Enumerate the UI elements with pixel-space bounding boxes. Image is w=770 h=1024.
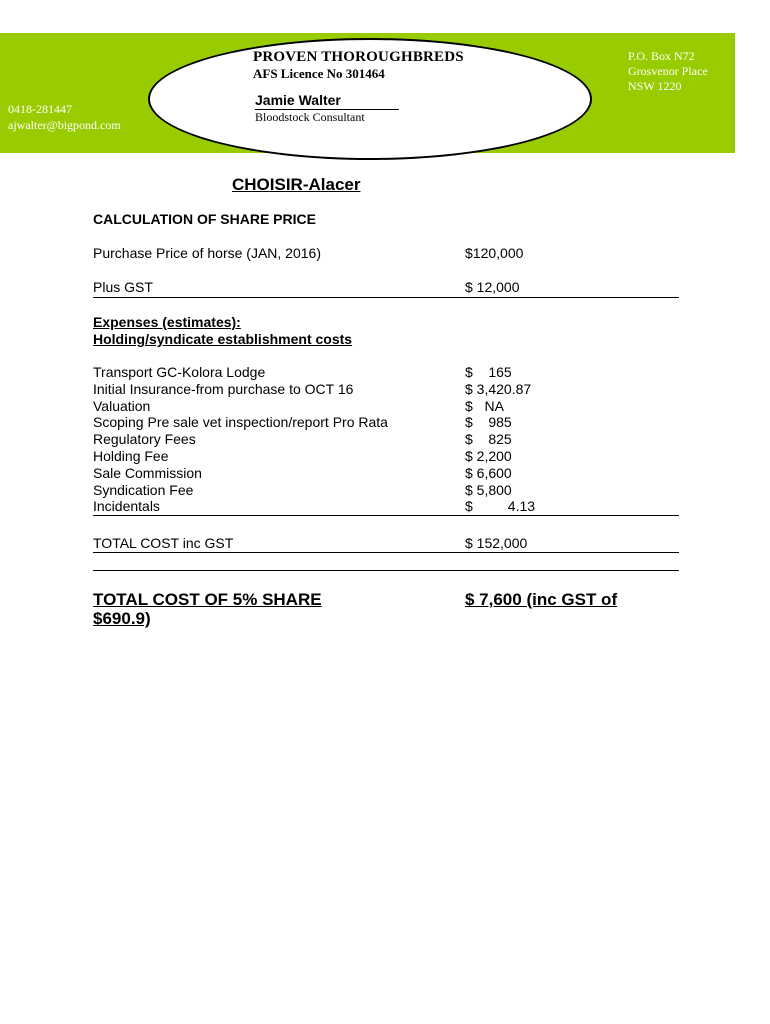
divider — [93, 570, 679, 571]
company-name: PROVEN THOROUGHBREDS — [253, 49, 464, 65]
expense-amount: $ 985 — [465, 414, 512, 431]
expense-amount: $ 6,600 — [465, 464, 512, 481]
expenses-heading-line-1: Expenses (estimates): — [93, 314, 241, 330]
section-heading: CALCULATION OF SHARE PRICE — [93, 211, 316, 227]
email-address: ajwalter@bigpond.com — [8, 118, 121, 132]
share-amount: $ 7,600 (inc GST of — [465, 590, 618, 609]
consultant-role: Bloodstock Consultant — [255, 110, 365, 124]
divider — [93, 515, 679, 516]
purchase-amount: $120,000 — [465, 245, 524, 261]
share-label: TOTAL COST OF 5% SHARE — [93, 590, 322, 609]
document-title: CHOISIR-Alacer — [232, 175, 361, 194]
expense-amount: $ 2,200 — [465, 447, 512, 464]
divider — [93, 552, 679, 553]
phone-number: 0418-281447 — [8, 102, 72, 116]
expense-amount: $ 4.13 — [465, 498, 536, 515]
expense-amount: $ 3,420.87 — [465, 380, 532, 397]
expense-amounts — [465, 364, 535, 515]
expense-label: Valuation — [93, 397, 151, 414]
expense-label: Scoping Pre sale vet inspection/report Pro Rata — [93, 414, 388, 431]
expense-label: Initial Insurance-from purchase to OCT 16 — [93, 380, 354, 397]
expense-label: Sale Commission — [93, 464, 202, 481]
expense-label: Transport GC-Kolora Lodge — [93, 364, 266, 380]
gst-amount: $ 12,000 — [465, 279, 520, 295]
address-line-1: P.O. Box N72 — [628, 49, 695, 63]
share-amount-continued: $690.9) — [93, 609, 151, 628]
address-line-3: NSW 1220 — [628, 79, 682, 93]
expense-label: Incidentals — [93, 498, 160, 515]
address-line-2: Grosvenor Place — [628, 64, 708, 78]
gst-label: Plus GST — [93, 279, 153, 295]
expense-label: Regulatory Fees — [93, 431, 196, 448]
expense-amount: $ NA — [465, 397, 504, 414]
expense-amount: $ 5,800 — [465, 481, 512, 498]
total-amount: $ 152,000 — [465, 535, 528, 551]
purchase-label: Purchase Price of horse (JAN, 2016) — [93, 245, 321, 261]
divider — [93, 297, 679, 298]
expense-amount: $ 165 — [465, 364, 512, 380]
expense-amount: $ 825 — [465, 431, 512, 448]
expense-label: Syndication Fee — [93, 481, 194, 498]
expense-labels — [93, 364, 388, 515]
licence-number: AFS Licence No 301464 — [253, 66, 385, 81]
expenses-heading-line-2: Holding/syndicate establishment costs — [93, 331, 353, 347]
consultant-name: Jamie Walter — [255, 92, 399, 110]
expense-label: Holding Fee — [93, 447, 169, 464]
total-label: TOTAL COST inc GST — [93, 535, 234, 551]
expenses-heading — [93, 314, 352, 348]
